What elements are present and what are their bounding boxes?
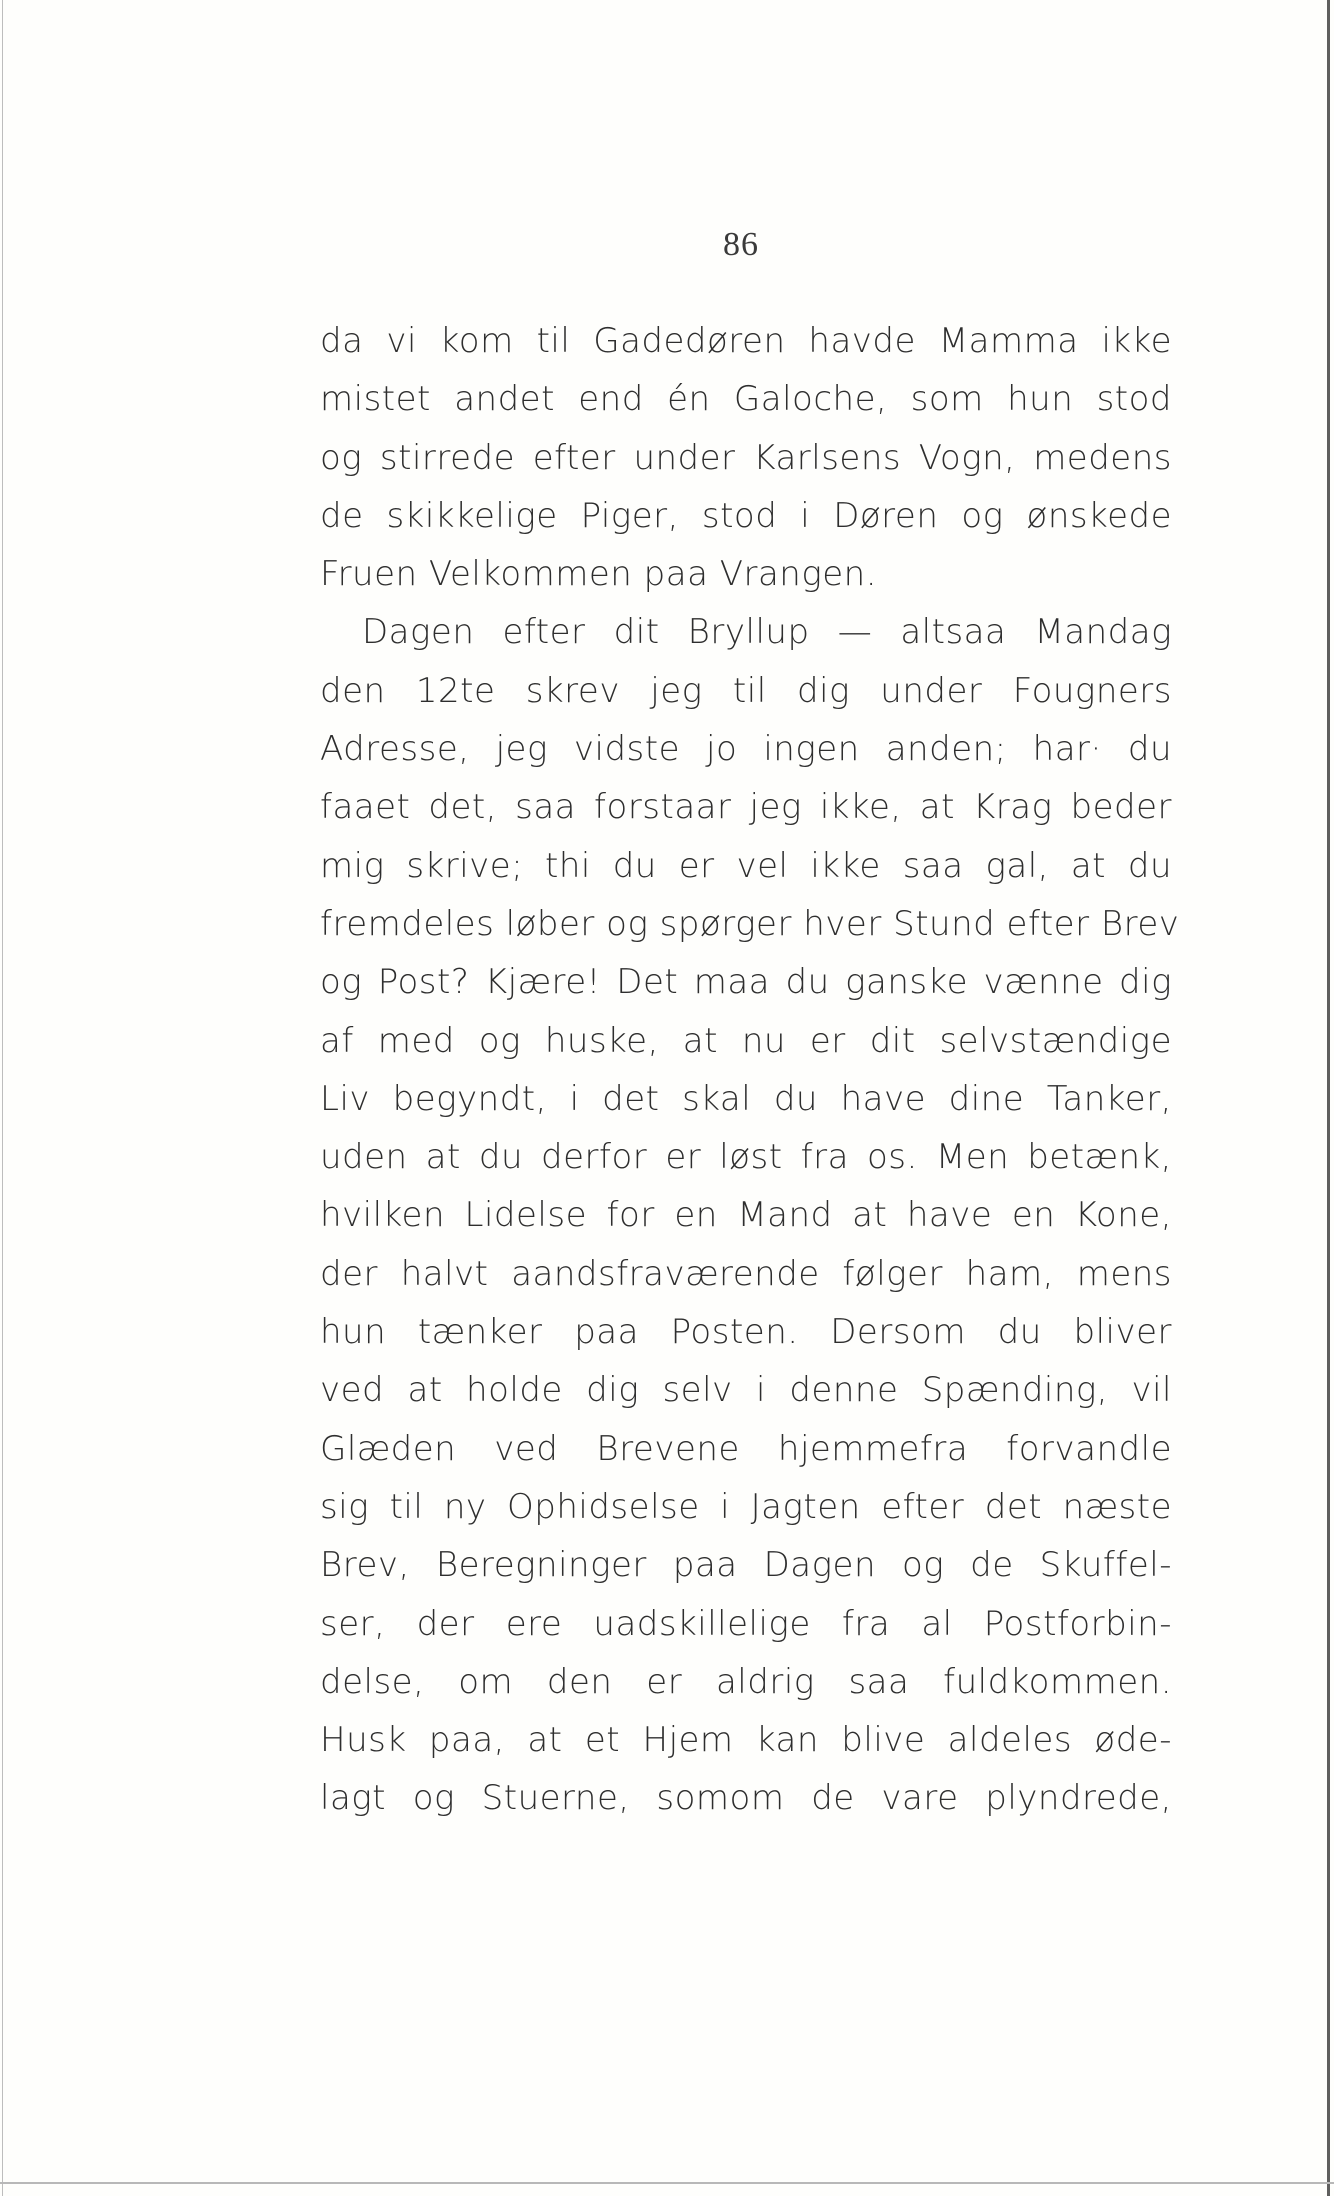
body-text: [320, 312, 1180, 1828]
text-line: mistet andet end én Galoche, som hun stod: [320, 379, 1172, 420]
text-line: uden at du derfor er løst fra os. Men betænk,: [320, 1137, 1172, 1178]
text-line: de skikkelige Piger, stod i Døren og ønskede: [320, 495, 1172, 536]
text-line: lagt og Stuerne, somom de vare plyndrede,: [320, 1778, 1172, 1819]
page-edge-left: [2, 0, 3, 2196]
text-line: Fruen Velkommen paa Vrangen.: [320, 554, 878, 595]
page-edge-right: [1327, 0, 1330, 2196]
text-line: af med og huske, at nu er dit selvstændige: [320, 1020, 1172, 1061]
text-line: der halvt aandsfraværende følger ham, mens: [320, 1253, 1172, 1294]
text-line: da vi kom til Gadedøren havde Mamma ikke: [320, 321, 1172, 361]
text-line: sig til ny Ophidselse i Jagten efter det næste: [320, 1486, 1172, 1527]
text-line: fremdeles løber og spørger hver Stund efter Brev: [320, 903, 1180, 944]
text-line: ved at holde dig selv i denne Spænding, vil: [320, 1370, 1172, 1411]
text-line: ser, der ere uadskillelige fra al Postforbin-: [320, 1603, 1172, 1644]
text-line: delse, om den er aldrig saa fuldkommen.: [320, 1661, 1172, 1702]
text-line: Glæden ved Brevene hjemmefra forvandle: [320, 1428, 1172, 1469]
text-line: Adresse, jeg vidste jo ingen anden; har· du: [320, 729, 1172, 770]
text-line: og Post? Kjære! Det maa du ganske vænne dig: [320, 962, 1172, 1003]
text-line: Brev, Beregninger paa Dagen og de Skuffel-: [320, 1545, 1172, 1586]
text-line-paragraph-start: Dagen efter dit Bryllup — altsaa Mandag: [362, 612, 1172, 653]
page-edge-bottom: [0, 2182, 1334, 2184]
page-number: 86: [723, 226, 759, 263]
text-line: Husk paa, at et Hjem kan blive aldeles øde-: [320, 1720, 1172, 1761]
text-line: og stirrede efter under Karlsens Vogn, medens: [320, 437, 1172, 478]
text-line: den 12te skrev jeg til dig under Fougners: [320, 670, 1172, 711]
text-line: Liv begyndt, i det skal du have dine Tanker,: [320, 1078, 1172, 1119]
text-line: faaet det, saa forstaar jeg ikke, at Krag beder: [320, 787, 1172, 828]
text-line: mig skrive; thi du er vel ikke saa gal, at du: [320, 845, 1172, 886]
text-line: hun tænker paa Posten. Dersom du bliver: [320, 1312, 1172, 1353]
text-line: hvilken Lidelse for en Mand at have en Kone,: [320, 1195, 1172, 1236]
